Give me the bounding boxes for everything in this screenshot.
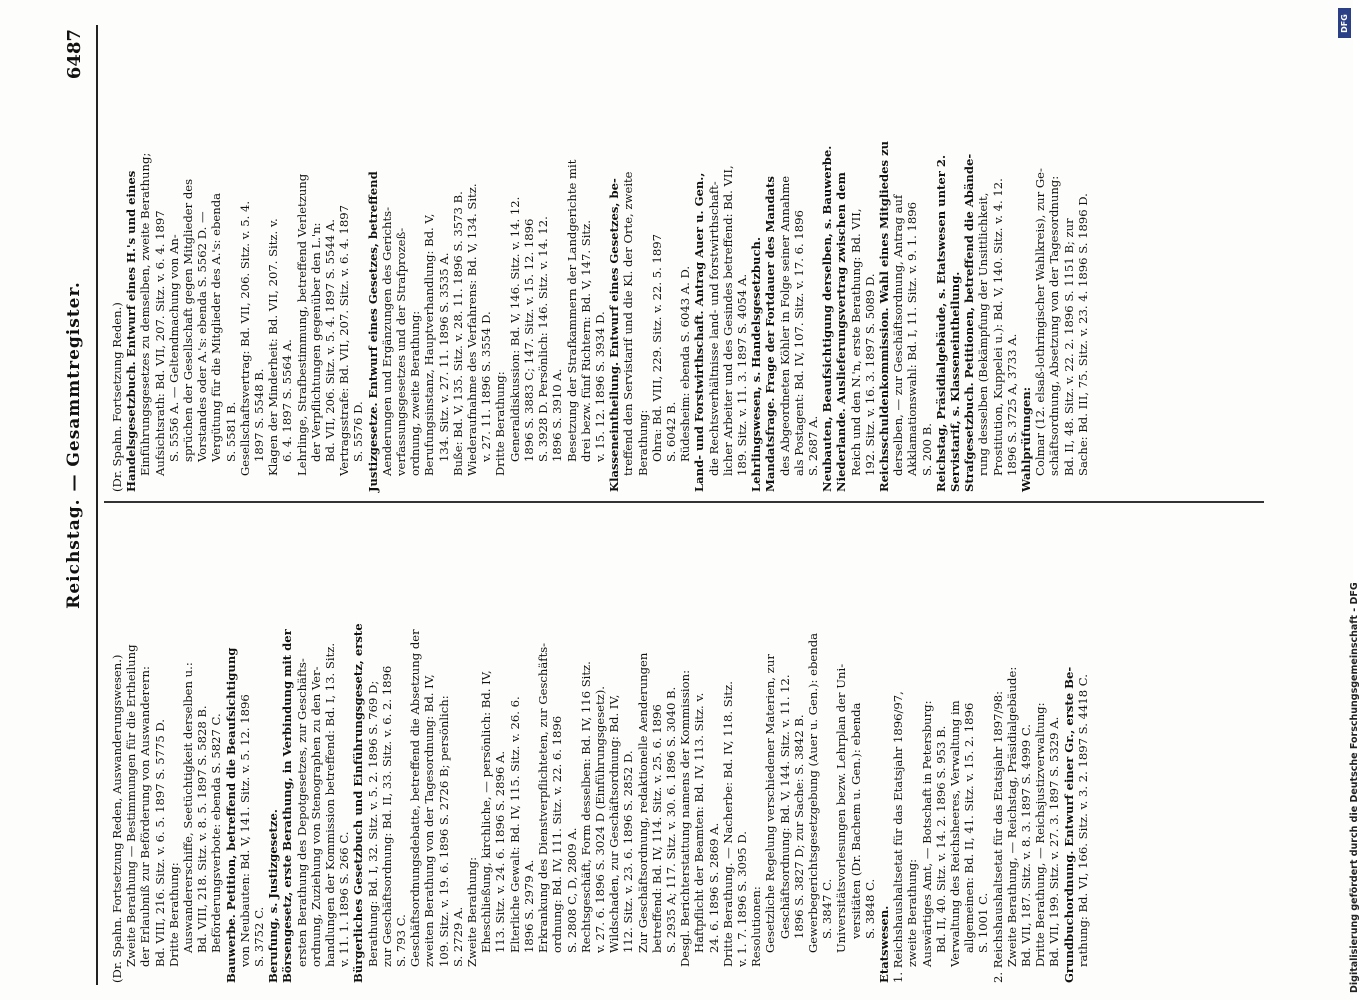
index-line: v. 11. 1. 1896 S. 266 C. bbox=[337, 831, 352, 967]
page-number: 6487 bbox=[64, 29, 85, 80]
index-line: 113. Sitz. v. 24. 6. 1896 S. 2896 A. bbox=[493, 750, 508, 953]
index-line: S. 2808 C, D, 2809 A. bbox=[564, 827, 579, 953]
index-line: Gesetzliche Regelung verschiedener Materien, zur bbox=[763, 654, 778, 953]
index-line: Lehrlinge, Strafbestimmung, betreffend Verletzung bbox=[294, 173, 309, 476]
index-line: drei bezw. fünf Richtern: Bd. V, 147. Sitz. bbox=[578, 220, 593, 462]
index-line: S. 2729 A. bbox=[450, 906, 465, 967]
index-line: S. 1001 C. bbox=[976, 892, 991, 953]
index-line: Bd. VII, 206. Sitz. v. 5. 4. 1897 S. 5544 A. bbox=[323, 219, 338, 462]
index-line: S. 6042 B. bbox=[663, 401, 678, 462]
index-line: Gewerbegerichtsgesetzgebung (Auer u. Gen.): ebenda bbox=[805, 632, 820, 953]
dfg-logo-label: DFG bbox=[1340, 13, 1350, 33]
index-line: Aenderungen und Ergänzungen des Gerichts- bbox=[379, 207, 394, 476]
index-line: 189. Sitz. v. 11. 3. 1897 S. 4054 A. bbox=[734, 273, 749, 476]
index-line: Erkrankung des Dienstverpflichteten, zur Geschäfts- bbox=[536, 642, 551, 953]
index-line: 109. Sitz. v. 19. 6. 1896 S. 2726 B; persönlich: bbox=[436, 695, 451, 967]
index-line: Generaldiskussion: Bd. V, 146. Sitz. v. 14. 12. bbox=[507, 196, 522, 462]
index-line: (Dr. Spahn. Fortsetzung Reden.) bbox=[110, 302, 124, 492]
index-line: Bd. VIII, 218. Sitz. v. 8. 5. 1897 S. 5828 B. bbox=[195, 705, 210, 953]
index-line: Rüdesheim: ebenda S. 6043 A. D. bbox=[678, 265, 693, 462]
index-line: Rechtsgeschäft, Form desselben: Bd. IV, 116 Sitz. bbox=[578, 661, 593, 953]
index-line: Geschäftsordnung: Bd. V, 144. Sitz. v. 11. 12. bbox=[777, 674, 792, 939]
header-rule bbox=[96, 25, 98, 985]
index-line: Lehrlingswesen, s. Handelsgesetzbuch. bbox=[749, 237, 764, 492]
index-line: handlungen der Kommission betreffend: Bd. I, 13. Sitz. bbox=[323, 642, 338, 967]
index-line: Besetzung der Strafkammern der Landgerichte mit bbox=[564, 159, 579, 462]
index-line: S. 5556 A. — Geltendmachung von An- bbox=[166, 234, 181, 462]
index-line: ordnung: Bd. IV, 111. Sitz. v. 22. 6. 1896 bbox=[550, 715, 565, 953]
rotated-page-content bbox=[60, 25, 1270, 985]
index-line: Bd. II, 48. Sitz. v. 22. 2. 1896 S. 1151 B; zur bbox=[1061, 218, 1076, 476]
left-column bbox=[110, 513, 1270, 983]
index-line: v. 27. 11. 1896 S. 3554 D. bbox=[479, 311, 494, 462]
index-line: versitäten (Dr. Bachem u. Gen.): ebenda bbox=[848, 702, 863, 939]
index-line: zweite Berathung: bbox=[905, 858, 920, 967]
index-line: Haftpflicht der Beamten: Bd. IV, 113. Sitz. v. bbox=[692, 692, 707, 953]
index-line: 1896 S. 3827 D; zur Sache: S. 3842 B. bbox=[791, 714, 806, 939]
index-line: zweiten Berathung von der Tagesordnung: Bd. IV, bbox=[422, 674, 437, 967]
index-line: Zweite Berathung: bbox=[465, 857, 480, 967]
index-line: v. 15. 12. 1896 S. 3934 D. bbox=[592, 311, 607, 462]
index-line: Prostitution, Kuppelei u.): Bd. V, 140. Sitz. v. 4. 12. bbox=[990, 178, 1005, 476]
index-line: Resolutionen: bbox=[749, 886, 764, 967]
index-line: 192. Sitz. v. 16. 3. 1897 S. 5089 D. bbox=[862, 273, 877, 476]
index-line: v. 1. 7. 1896 S. 3095 D. bbox=[734, 831, 749, 967]
index-line: v. 27. 6. 1896 S. 3024 D (Einführungsgesetz). bbox=[592, 686, 607, 953]
index-line: 1. Reichshaushaltsetat für das Etatsjahr 1896/97, bbox=[891, 691, 906, 983]
index-line: Servistarif, s. Klasseneintheilung. bbox=[947, 271, 962, 492]
index-line: Berufungsinstanz, Hauptverhandlung: Bd. V, bbox=[422, 213, 437, 476]
index-line: S. 793 C. bbox=[394, 914, 409, 967]
index-line: die Rechtsverhältnisse land- und forstwirthschaft- bbox=[706, 181, 721, 476]
index-line: Beförderungsverbote: ebenda S. 5827 C. bbox=[209, 713, 224, 953]
index-line: Reichstag, Präsidialgebäude, s. Etatswesen unter 2. bbox=[933, 154, 948, 492]
index-line: Berufung, s. Justizgesetze. bbox=[266, 809, 281, 983]
index-line: Bürgerliches Gesetzbuch und Einführungsgesetz, erste bbox=[351, 623, 366, 983]
index-line: 24. 6. 1896 S. 2869 A. bbox=[706, 822, 721, 953]
index-line: Vergütung für die Mitglieder des A.'s: ebenda bbox=[209, 192, 224, 462]
index-line: Bd. VIII, 216. Sitz. v. 6. 5. 1897 S. 5775 D. bbox=[152, 719, 167, 967]
index-line: Wahlprüfungen: bbox=[1019, 386, 1033, 492]
index-line: 1896 S. 3725 A, 3733 A. bbox=[1004, 333, 1019, 476]
digitization-note-strip bbox=[1338, 8, 1360, 998]
index-line: betreffend: Bd. IV, 114. Sitz. v. 25. 6. 1896 bbox=[649, 704, 664, 953]
index-line: Handelsgesetzbuch. Entwurf eines H.'s und eines bbox=[124, 170, 139, 492]
index-line: Neubauten, Beaufsichtigung derselben, s. Bauwerbe. bbox=[820, 145, 835, 492]
index-line: Mandatsfrage. Frage der Fortdauer des Mandats bbox=[763, 176, 778, 492]
index-line: 1896 S. 3883 C; 147. Sitz. v. 15. 12. 1896 bbox=[521, 218, 536, 462]
index-line: ersten Berathung des Depotgesetzes, zur Geschäfts- bbox=[294, 658, 309, 967]
index-line: Grundbuchordnung. Entwurf einer Gr., erste Be- bbox=[1061, 666, 1076, 983]
index-line: Berathung: Bd. I, 32. Sitz. v. 5. 2. 1896 S. 769 D; bbox=[365, 680, 380, 967]
index-line: (Dr. Spahn. Fortsetzung Reden, Auswanderungswesen.) bbox=[110, 654, 124, 983]
index-line: Berathung: bbox=[635, 409, 650, 476]
index-line: Zweite Berathung — Bestimmungen für die Ertheilung bbox=[124, 644, 139, 967]
index-line: 112. Sitz. v. 23. 6. 1896 S. 2852 D. bbox=[621, 750, 636, 953]
index-line: Etatswesen. bbox=[876, 905, 891, 983]
index-line: S. 3752 C. bbox=[252, 906, 267, 967]
index-line: 134. Sitz. v. 27. 11. 1896 S. 3535 A. bbox=[436, 252, 451, 462]
index-line: Buße: Bd. V, 135. Sitz. v. 28. 11. 1896 S. 3573 B. bbox=[450, 191, 465, 476]
right-column bbox=[110, 22, 1270, 492]
running-header bbox=[60, 25, 94, 985]
index-line: 1896 S. 3910 A. bbox=[550, 368, 565, 462]
index-line: der Erlaubniß zur Beförderung von Auswanderern: bbox=[138, 666, 153, 967]
index-line: derselben, — zur Geschäftsordnung, Antrag auf bbox=[891, 194, 906, 476]
index-line: S. 200 B. bbox=[919, 423, 934, 476]
index-line: Land- und Forstwirthschaft. Antrag Auer u. Gen., bbox=[692, 172, 707, 492]
index-line: zur Geschäftsordnung: Bd. II, 33. Sitz. v. 6. 2. 1896 bbox=[379, 665, 394, 967]
index-line: Dritte Berathung: bbox=[166, 862, 181, 967]
index-line: als Postagent: Bd. IV, 107. Sitz. v. 17. 6. 1896 bbox=[791, 210, 806, 476]
index-line: Universitätsvorlesungen bezw. Lehrplan der Uni- bbox=[834, 663, 849, 953]
index-line: 6. 4. 1897 S. 5564 A. bbox=[280, 339, 295, 462]
index-line: S. 5581 B. bbox=[223, 401, 238, 462]
index-line: Zweite Berathung, — Reichstag, Präsidialgebäude: bbox=[1004, 666, 1019, 967]
index-line: Gesellschaftsvertrag: Bd. VII, 206. Sitz. v. 5. 4. bbox=[237, 200, 252, 476]
index-line: Justizgesetze. Entwurf eines Gesetzes, betreffend bbox=[365, 171, 380, 492]
index-line: Colmar (12. elsaß-lothringischer Wahlkreis), zur Ge- bbox=[1033, 168, 1048, 476]
index-line: S. 3848 C. bbox=[862, 878, 877, 939]
index-line: 1897 S. 5548 B. bbox=[252, 368, 267, 462]
running-title: Reichstag. — Gesammtregister. bbox=[64, 281, 84, 609]
index-line: Börsengesetz, erste Berathung, in Verbindung mit der bbox=[280, 629, 295, 983]
index-line: schäftsordnung, Absetzung von der Tagesordnung: bbox=[1047, 175, 1062, 476]
index-line: Niederlande. Auslieferungsvertrag zwischen dem bbox=[834, 172, 849, 492]
index-line: Sache: Bd. III, 75. Sitz. v. 23. 4. 1896 S. 1896 D. bbox=[1075, 193, 1090, 476]
index-line: Strafgesetzbuch. Petitionen, betreffend die Abände- bbox=[962, 153, 977, 492]
index-line: Dritte Berathung, — Reichsjustizverwaltung: bbox=[1033, 702, 1048, 967]
index-line: ordnung, zweite Berathung: bbox=[408, 310, 423, 476]
index-line: licher Arbeiter und des Gesindes betreffend: Bd. VII, bbox=[720, 165, 735, 476]
index-line: sprüchen der Gesellschaft gegen Mitglieder des bbox=[181, 178, 196, 462]
index-line: ordnung, Zuziehung von Stenographen zu den Ver- bbox=[308, 666, 323, 967]
index-line: Bd. VII, 187. Sitz. v. 8. 3. 1897 S. 4999 C. bbox=[1019, 724, 1033, 967]
index-line: Klasseneintheilung. Entwurf eines Gesetzes, be- bbox=[607, 178, 622, 492]
index-line: S. 2687 A. bbox=[805, 415, 820, 476]
index-line: Zur Geschäftsordnung, redaktionelle Aenderungen bbox=[635, 652, 650, 953]
column-divider bbox=[104, 502, 1264, 504]
index-line: Reich und den N.'n, erste Berathung: Bd. VII, bbox=[848, 208, 863, 476]
index-line: 2. Reichshaushaltsetat für das Etatsjahr 1897/98: bbox=[990, 690, 1005, 983]
index-line: S. 5576 D. bbox=[351, 401, 366, 462]
index-line: Aufsichtsrath: Bd. VII, 207. Sitz. v. 6. 4. 1897 bbox=[152, 210, 167, 476]
index-line: Verwaltung des Reichsheeres, Verwaltung im bbox=[947, 700, 962, 967]
index-line: 1896 S. 2979 A. bbox=[521, 859, 536, 953]
index-line: Wiederaufnahme des Verfahrens: Bd. V, 134. Sitz. bbox=[465, 183, 480, 476]
index-line: Vertragsstrafe: Bd. VII, 207. Sitz. v. 6. 4. 1897 bbox=[337, 204, 352, 476]
index-line: von Neubauten: Bd. V, 141. Sitz. v. 5. 12. 1896 bbox=[237, 694, 252, 967]
index-line: rung desselben (Bekämpfung der Unsittlichkeit, bbox=[976, 192, 991, 476]
index-line: verfassungsgesetzes und der Strafprozeß- bbox=[394, 227, 409, 476]
index-line: Reichsschuldenkommission. Wahl eines Mitgliedes zu bbox=[876, 140, 891, 492]
index-line: Auswärtiges Amt, — Botschaft in Petersburg: bbox=[919, 700, 934, 967]
index-line: Desgl. Berichterstattung namens der Kommission: bbox=[678, 670, 693, 967]
index-line: Einführungsgesetzes zu demselben, zweite Berathung; bbox=[138, 152, 153, 476]
index-line: S. 3847 C. bbox=[820, 878, 835, 939]
index-line: rathung: Bd. VI, 166. Sitz. v. 3. 2. 1897 S. 4418 C. bbox=[1075, 674, 1090, 967]
index-line: Bd. VII, 199. Sitz. v. 27. 3. 1897 S. 5329 A. bbox=[1047, 716, 1062, 967]
index-line: Dritte Berathung. — Nacherbe: Bd. IV, 118. Sitz. bbox=[720, 681, 735, 967]
index-line: Bd. II, 40. Sitz. v. 14. 2. 1896 S. 953 B. bbox=[933, 725, 948, 953]
index-line: S. 2935 A; 117. Sitz. v. 30. 6. 1896 S. 3040 B. bbox=[663, 686, 678, 953]
index-line: der Verpflichtungen gegenüber den L.'n: bbox=[308, 222, 323, 462]
index-line: Wildschaden, zur Geschäftsordnung: Bd. IV, bbox=[607, 694, 622, 953]
index-line: Elterliche Gewalt: Bd. IV, 115. Sitz. v. 26. 6. bbox=[507, 696, 522, 953]
index-line: des Abgeordneten Köhler in Folge seiner Annahme bbox=[777, 175, 792, 476]
index-line: Akklamationswahl: Bd. I, 11. Sitz. v. 9. 1. 1896 bbox=[905, 201, 920, 476]
index-line: Ohra: Bd. VIII, 229. Sitz. v. 22. 5. 1897 bbox=[649, 233, 664, 462]
index-line: Bauwerbe. Petition, betreffend die Beaufsichtigung bbox=[223, 647, 238, 983]
index-line: Eheschließung, kirchliche, — persönlich: Bd. IV, bbox=[479, 670, 494, 953]
index-line: Auswandererschiffe, Seetüchtigkeit derselben u.: bbox=[181, 662, 196, 953]
index-line: S. 3928 D. Persönlich: 146. Sitz. v. 14. 12. bbox=[536, 216, 551, 462]
index-line: treffend den Servistarif und die Kl. der Orte, zweite bbox=[621, 171, 636, 476]
index-line: Geschäftsordnungsdebatte, betreffend die Absetzung der bbox=[408, 629, 423, 967]
index-line: allgemeinen: Bd. II, 41. Sitz. v. 15. 2. 1896 bbox=[962, 702, 977, 953]
index-line: Dritte Berathung: bbox=[493, 371, 508, 476]
index-line: Klagen der Minderheit: Bd. VII, 207. Sitz. v. bbox=[266, 218, 281, 476]
index-line: Vorstandes oder A.'s: ebenda S. 5562 D. — bbox=[195, 211, 210, 462]
digitization-note: Digitalisierung gefördert durch die Deutsche Forschungsgemeinschaft - DFG bbox=[1349, 582, 1360, 993]
